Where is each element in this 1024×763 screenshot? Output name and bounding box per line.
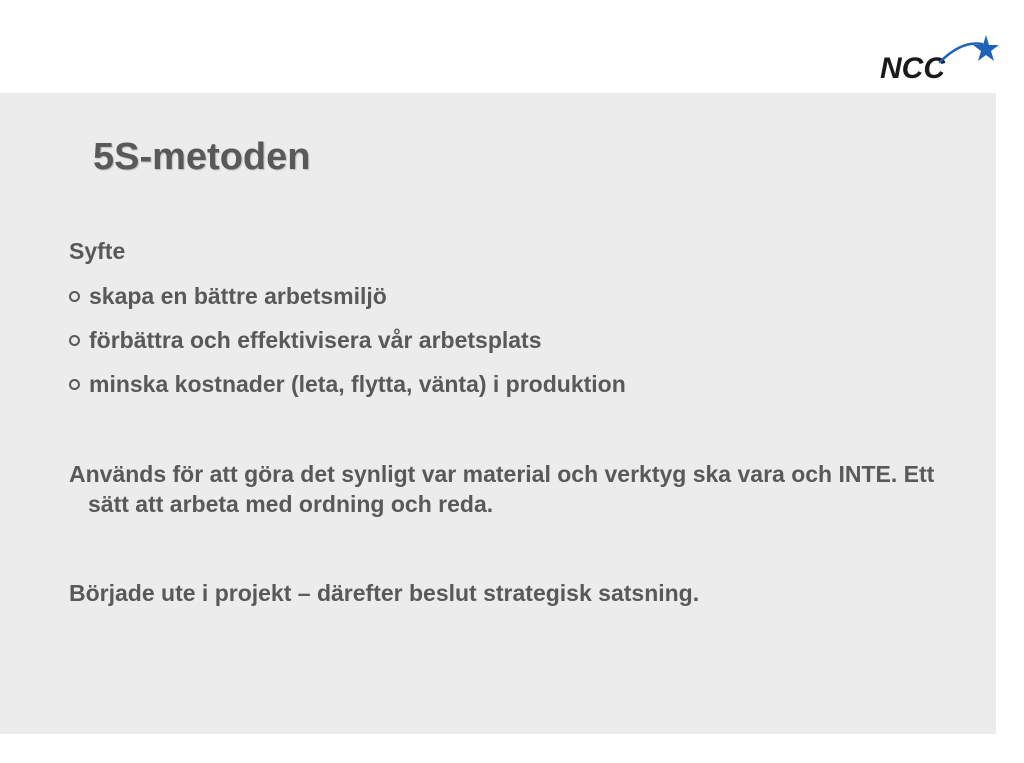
list-item-text: minska kostnader (leta, flytta, vänta) i produktion xyxy=(89,370,626,397)
bullet-circle-icon xyxy=(69,379,80,390)
content-panel xyxy=(0,93,996,734)
history-paragraph: Började ute i projekt – därefter beslut strategisk satsning. xyxy=(69,580,700,606)
purpose-list xyxy=(69,281,626,413)
ncc-logo-graphic xyxy=(878,32,998,82)
list-item xyxy=(69,369,626,399)
usage-paragraph: Används för att göra det synligt var material och verktyg ska vara och INTE. Ett sätt att arbeta med ordning och reda. xyxy=(69,461,935,517)
list-item xyxy=(69,325,626,355)
list-item-text: skapa en bättre arbetsmiljö xyxy=(89,282,387,309)
list-item-text: förbättra och effektivisera vår arbetsplats xyxy=(89,326,542,353)
star-icon xyxy=(940,35,998,62)
bullet-circle-icon xyxy=(69,291,80,302)
bullet-circle-icon xyxy=(69,335,80,346)
purpose-heading: Syfte xyxy=(69,238,126,264)
slide-title: 5S-metoden xyxy=(93,136,311,178)
list-item xyxy=(69,281,626,311)
logo-wordmark: NCC xyxy=(880,52,945,82)
ncc-logo xyxy=(878,32,998,82)
